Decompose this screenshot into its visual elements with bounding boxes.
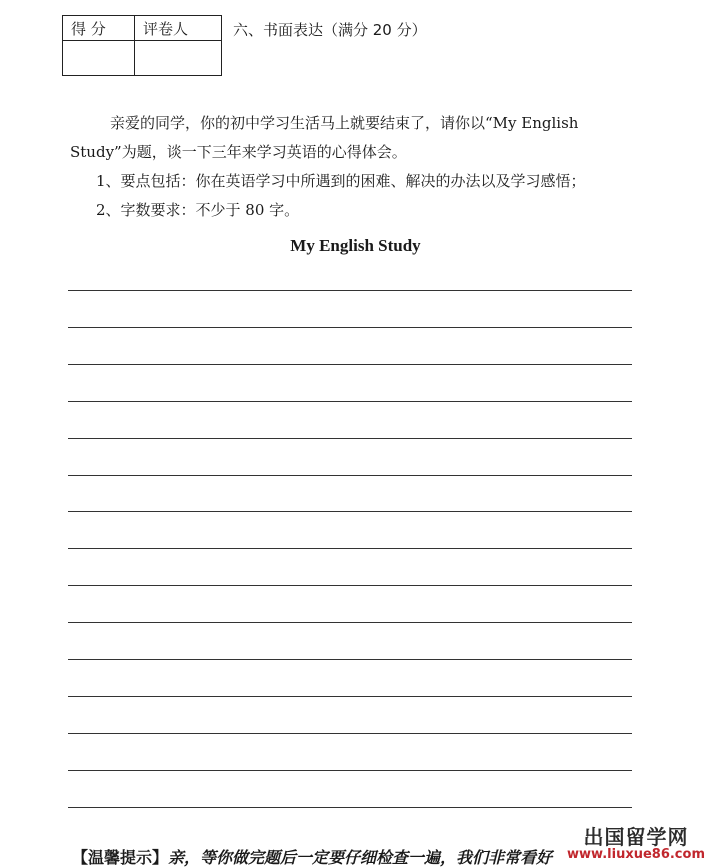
grader-cell (135, 41, 222, 76)
watermark-logo (567, 827, 705, 862)
footer-tip (72, 845, 552, 868)
instruction-point-2: 2、字数要求：不少于 80 字。 (96, 201, 300, 219)
score-cell (63, 41, 135, 76)
writing-line (68, 438, 632, 439)
writing-line (68, 327, 632, 328)
writing-line (68, 696, 632, 697)
watermark-name: 出国留学网 (583, 825, 689, 850)
writing-line (68, 364, 632, 365)
footer-message: 亲，等你做完题后一定要仔细检查一遍，我们非常看好 (168, 848, 553, 867)
writing-line (68, 290, 632, 291)
writing-line (68, 401, 632, 402)
footer-tag: 【温馨提示】 (72, 848, 169, 867)
score-header: 得 分 (63, 16, 135, 41)
instruction-intro: 亲爱的同学，你的初中学习生活马上就要结束了，请你以“My English Study”为题，谈一下三年来学习英语的心得体会。 (70, 114, 579, 161)
writing-line (68, 659, 632, 660)
grader-header: 评卷人 (135, 16, 222, 41)
writing-line (68, 807, 632, 808)
score-table (62, 15, 222, 76)
writing-line (68, 770, 632, 771)
watermark-url: www.liuxue86.com (567, 847, 705, 863)
writing-line (68, 475, 632, 476)
writing-line (68, 511, 632, 512)
writing-line (68, 548, 632, 549)
writing-line (68, 585, 632, 586)
writing-line (68, 622, 632, 623)
instruction-point-1: 1、要点包括：你在英语学习中所遇到的困难、解决的办法以及学习感悟； (96, 172, 586, 190)
section-title: 六、书面表达（满分 20 分） (233, 21, 427, 39)
writing-line (68, 733, 632, 734)
essay-title: My English Study (290, 236, 421, 255)
